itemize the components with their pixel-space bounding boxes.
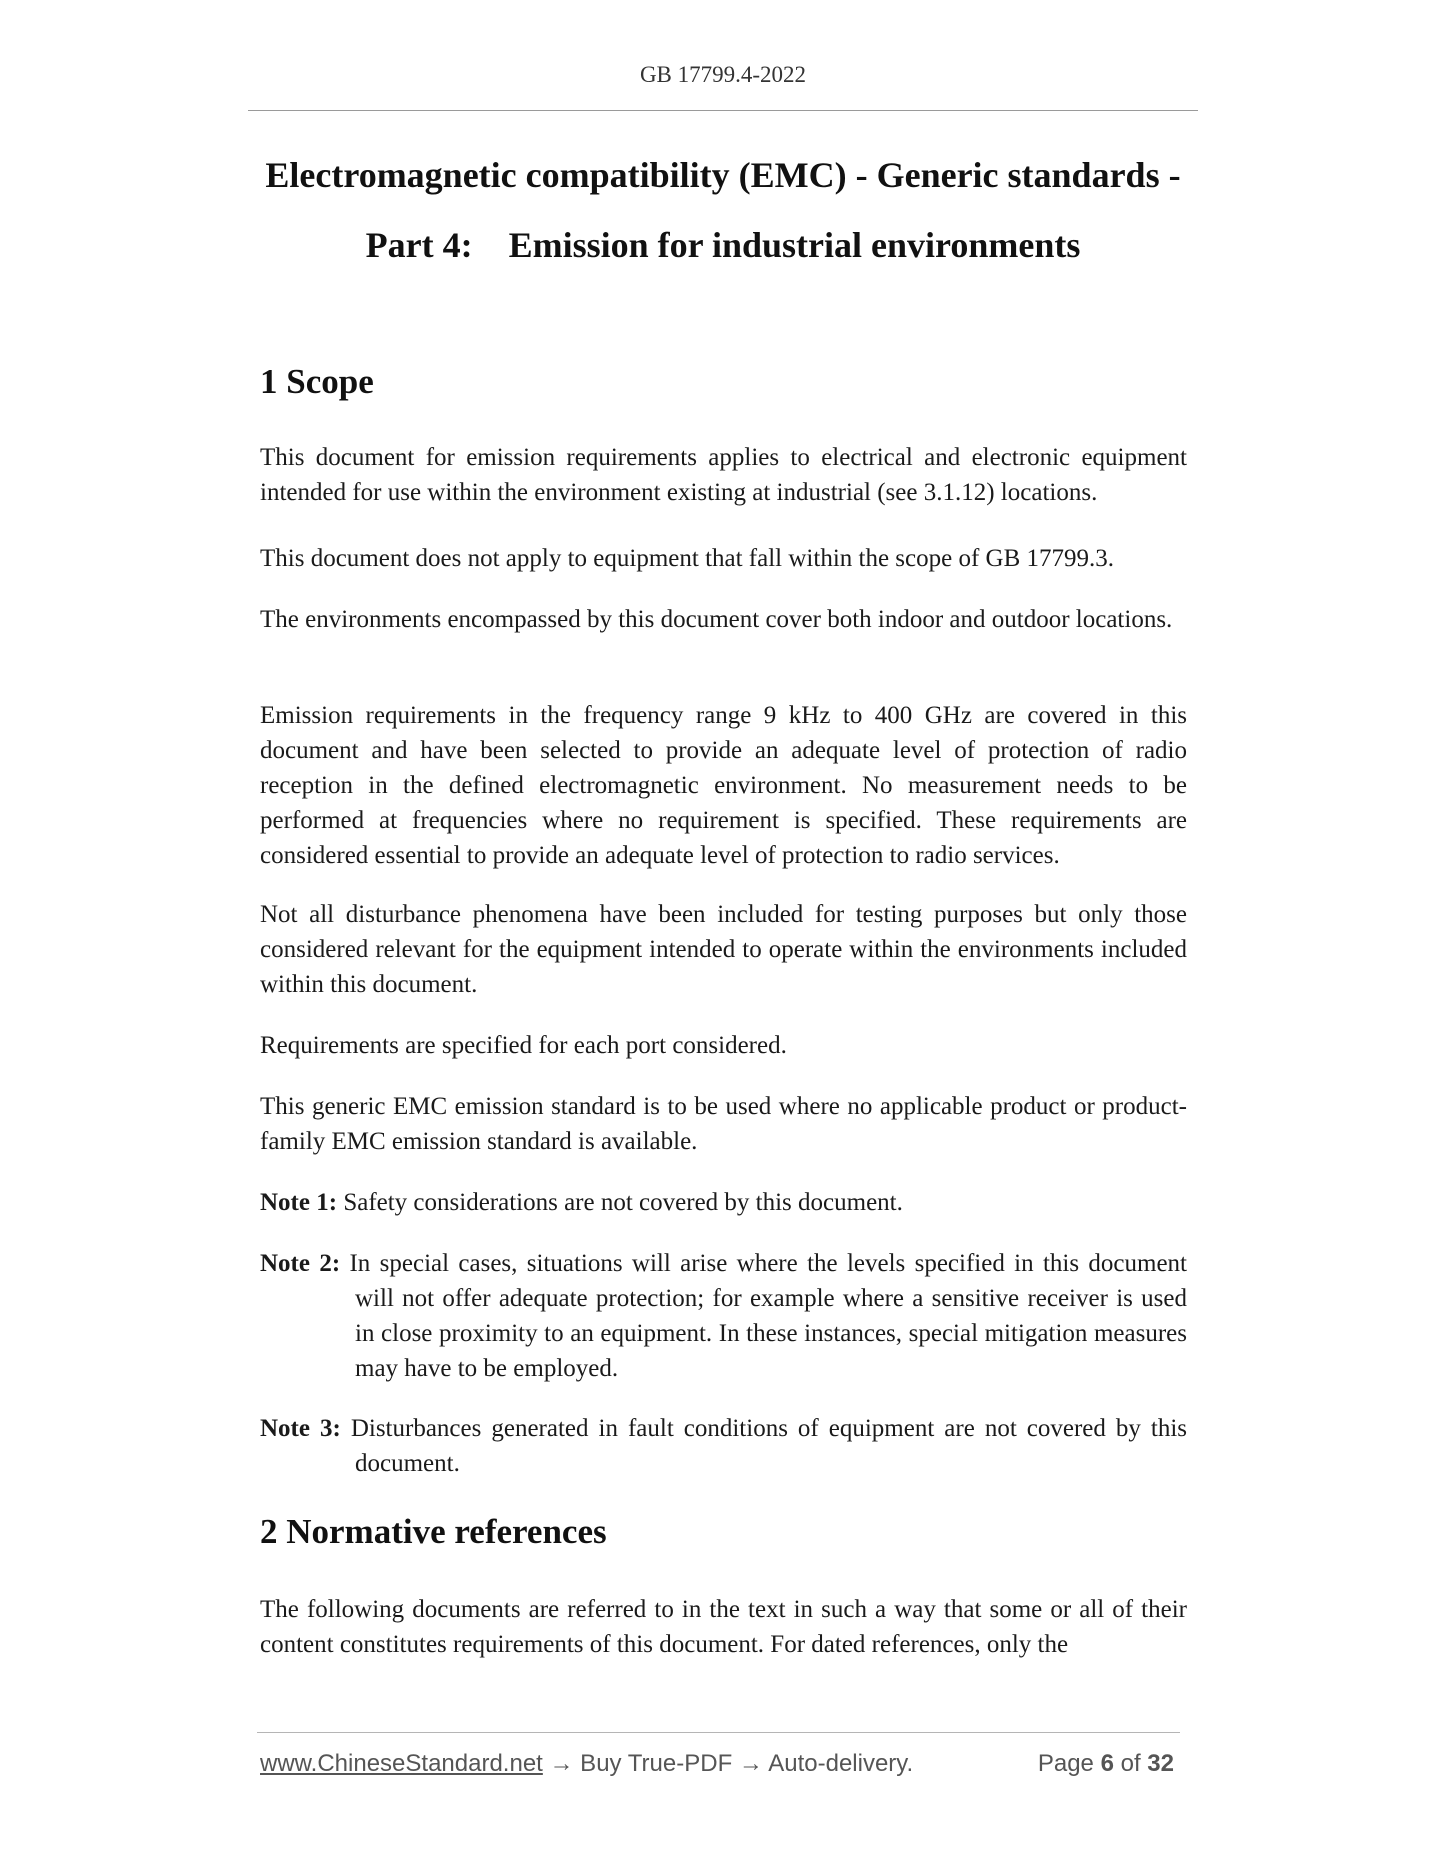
section-heading-normative-references: 2 Normative references xyxy=(260,1512,607,1551)
of-label: of xyxy=(1120,1750,1141,1777)
note-label: Note 1: xyxy=(260,1189,338,1216)
note-text: In special cases, situations will arise where the levels specified in this document will not offer adequate protection; for example where a sensitive receiver is used in close proximity to an equipment. In these instances, special mitigation measures may have to be employed. xyxy=(349,1250,1187,1382)
title-part-label: Part 4: xyxy=(365,225,473,265)
scope-paragraph: Emission requirements in the frequency range 9 kHz to 400 GHz are covered in this document and have been selected to provide an adequate level of protection of radio reception in the defined electromagnetic environment. No measurement needs to be performed at frequencies where no requirement is specified. These requirements are considered essential to provide an adequate level of protection to radio services. xyxy=(260,702,1187,869)
note-label: Note 2: xyxy=(260,1250,341,1277)
note-label: Note 3: xyxy=(260,1415,341,1442)
scope-paragraph: This generic EMC emission standard is to be used where no applicable product or product-family EMC emission standard is available. xyxy=(260,1093,1187,1155)
scope-paragraph: Requirements are specified for each port considered. xyxy=(260,1032,787,1059)
scope-paragraph: This document does not apply to equipment that fall within the scope of GB 17799.3. xyxy=(260,545,1115,572)
section-heading-scope: 1 Scope xyxy=(260,362,374,401)
promo-text: → Buy True-PDF → Auto-delivery. xyxy=(549,1750,914,1777)
page-counter xyxy=(1038,1750,1174,1778)
note-text: Safety considerations are not covered by this document. xyxy=(343,1189,903,1216)
site-link[interactable]: www.ChineseStandard.net xyxy=(260,1750,543,1777)
footer-divider xyxy=(257,1732,1180,1733)
references-paragraph: The following documents are referred to in the text in such a way that some or all of their content constitutes requirements of this document. For dated references, only the xyxy=(260,1596,1187,1658)
page-label: Page xyxy=(1037,1750,1094,1777)
scope-paragraph: Not all disturbance phenomena have been included for testing purposes but only those considered relevant for the equipment intended to operate within the environments included within this document. xyxy=(260,901,1187,998)
page-number: 6 xyxy=(1100,1750,1114,1777)
note-3 xyxy=(260,1411,1187,1481)
document-title-line2 xyxy=(248,224,1198,266)
header-divider xyxy=(248,110,1198,111)
running-header: GB 17799.4-2022 xyxy=(639,62,807,87)
scope-paragraph: This document for emission requirements applies to electrical and electronic equipment intended for use within the environment existing at industrial (see 3.1.12) locations. xyxy=(260,444,1187,506)
page-footer xyxy=(260,1750,1180,1780)
document-title-line1: Electromagnetic compatibility (EMC) - Generic standards - xyxy=(265,155,1181,195)
note-text: Disturbances generated in fault conditions of equipment are not covered by this document. xyxy=(350,1415,1188,1477)
note-2 xyxy=(260,1246,1187,1386)
note-1 xyxy=(260,1185,1187,1220)
title-part-name: Emission for industrial environments xyxy=(508,225,1081,265)
scope-paragraph: The environments encompassed by this document cover both indoor and outdoor locations. xyxy=(260,606,1173,633)
total-pages: 32 xyxy=(1147,1750,1174,1777)
